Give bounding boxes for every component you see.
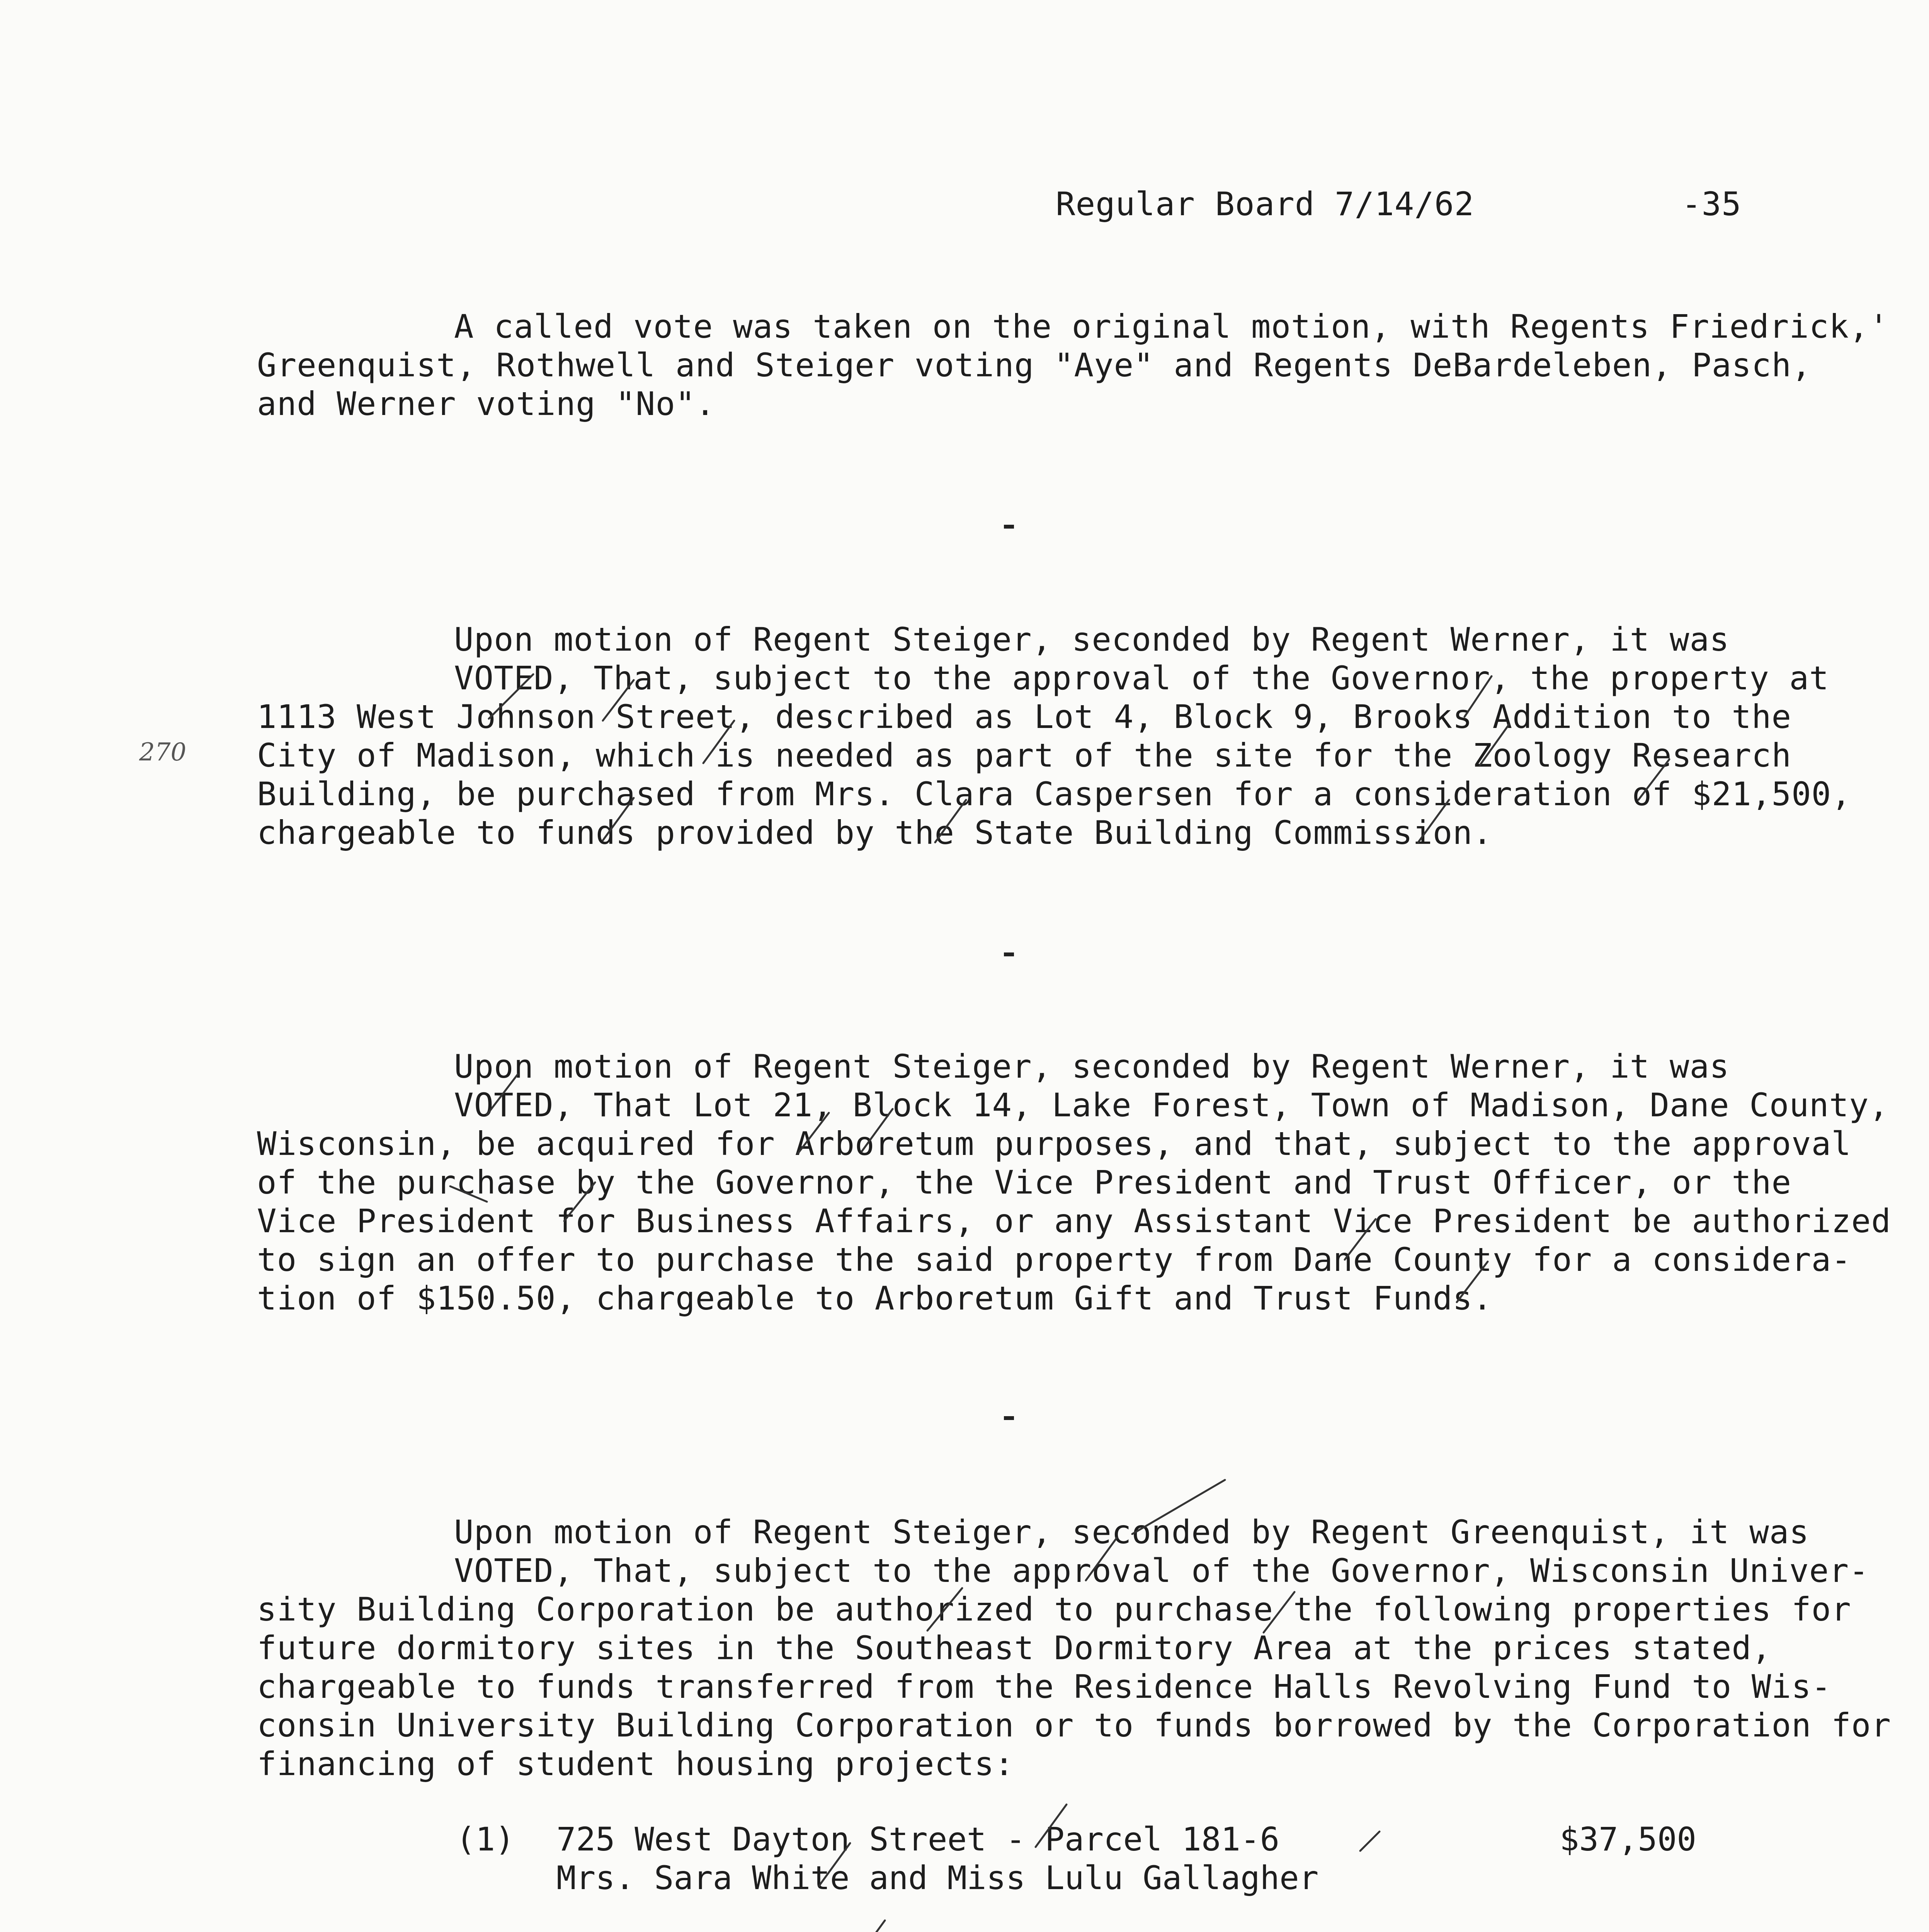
paragraph-line: Upon motion of Regent Steiger, seconded by Regent Werner, it was: [454, 1048, 1730, 1085]
paragraph-line: VOTED, That Lot 21, Block 14, Lake Forest, Town of Madison, Dane County,: [454, 1086, 1889, 1124]
paragraph-line: Vice President for Business Affairs, or any Assistant Vice President be authorized: [257, 1202, 1891, 1240]
section-separator: [1004, 1416, 1014, 1420]
property-owner: Mrs. Sara White and Miss Lulu Gallagher: [556, 1859, 1319, 1897]
paragraph-line: and Werner voting "No".: [257, 385, 716, 423]
paragraph-line: chargeable to funds transferred from the Residence Halls Revolving Fund to Wis-: [257, 1668, 1832, 1706]
paragraph-line: Wisconsin, be acquired for Arboretum purposes, and that, subject to the approval: [257, 1125, 1851, 1163]
paragraph-line: of the purchase by the Governor, the Vice President and Trust Officer, or the: [257, 1163, 1792, 1201]
paragraph-line: VOTED, That, subject to the approval of the Governor, Wisconsin Univer-: [454, 1552, 1869, 1590]
paragraph-line: City of Madison, which is needed as part of the site for the Zoology Research: [257, 736, 1792, 774]
section-separator: [1004, 952, 1014, 956]
paragraph-line: VOTED, That, subject to the approval of the Governor, the property at: [454, 659, 1829, 697]
header-page-number: -35: [1682, 185, 1742, 223]
paragraph-line: consin University Building Corporation or to funds borrowed by the Corporation for: [257, 1706, 1891, 1744]
paragraph-line: Upon motion of Regent Steiger, seconded by Regent Greenquist, it was: [454, 1513, 1809, 1551]
paragraph-line: future dormitory sites in the Southeast Dormitory Area at the prices stated,: [257, 1629, 1772, 1667]
paragraph-line: financing of student housing projects:: [257, 1745, 1014, 1783]
handwritten-margin-note: 270: [139, 738, 187, 767]
paragraph-line: sity Building Corporation be authorized to purchase the following properties for: [257, 1590, 1851, 1628]
paragraph-line: Upon motion of Regent Steiger, seconded by Regent Werner, it was: [454, 621, 1730, 658]
property-amount: $37,500: [1559, 1820, 1696, 1858]
paragraph-line: chargeable to funds provided by the State Building Commission.: [257, 814, 1493, 852]
section-separator: [1004, 525, 1014, 529]
property-number: (1): [456, 1820, 515, 1858]
paragraph-line: A called vote was taken on the original motion, with Regents Friedrick,': [454, 308, 1889, 345]
property-address: 725 West Dayton Street - Parcel 181-6: [556, 1820, 1280, 1858]
paragraph-line: Building, be purchased from Mrs. Clara Caspersen for a consideration of $21,500,: [257, 775, 1851, 813]
paragraph-line: 1113 West Johnson Street, described as Lot 4, Block 9, Brooks Addition to the: [257, 698, 1792, 736]
paragraph-line: to sign an offer to purchase the said property from Dane County for a considera-: [257, 1241, 1851, 1279]
paragraph-line: Greenquist, Rothwell and Steiger voting "Aye" and Regents DeBardeleben, Pasch,: [257, 346, 1812, 384]
header-title: Regular Board 7/14/62: [1056, 185, 1475, 223]
paragraph-line: tion of $150.50, chargeable to Arboretum Gift and Trust Funds.: [257, 1279, 1493, 1317]
